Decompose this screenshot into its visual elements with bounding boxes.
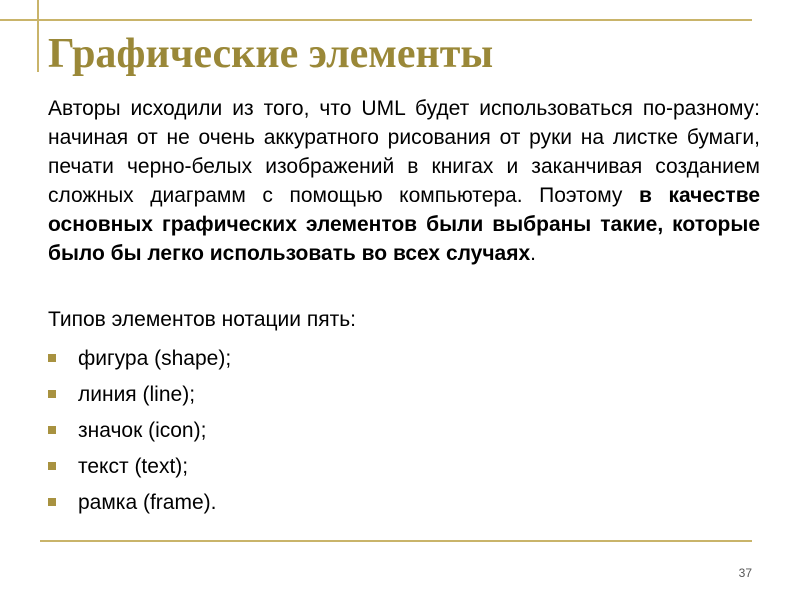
bullet-item (48, 448, 231, 484)
square-bullet-icon (48, 426, 56, 434)
bullet-item (48, 412, 231, 448)
bullet-item (48, 340, 231, 376)
bullet-text: значок (icon); (78, 418, 207, 442)
square-bullet-icon (48, 462, 56, 470)
left-divider (37, 0, 39, 72)
square-bullet-icon (48, 354, 56, 362)
body-paragraph (48, 94, 760, 268)
bullet-list (48, 340, 231, 520)
bullet-text: текст (text); (78, 454, 189, 478)
bullet-text: линия (line); (78, 382, 196, 406)
bullet-item (48, 484, 231, 520)
top-divider (0, 19, 752, 21)
bullet-text: фигура (shape); (78, 346, 232, 370)
page-number: 37 (738, 566, 752, 580)
paragraph-text-end: . (530, 242, 537, 265)
bullet-text: рамка (frame). (78, 490, 217, 514)
bottom-divider (40, 540, 752, 542)
paragraph-text-start: Авторы исходили из того, что UML будет использоваться по-разному: начиная от не очень аккуратного рисования от руки на листке бумаги, печати черно-белых изображений в книгах и заканчивая созданием сложных диаграмм с помощью компьютера. Поэтому (48, 97, 760, 207)
square-bullet-icon (48, 498, 56, 506)
square-bullet-icon (48, 390, 56, 398)
bullet-intro: Типов элементов нотации пять: (48, 308, 356, 331)
paragraph-text-bold: в качестве основных графических элементов были выбраны такие, которые было бы легко использовать во всех случаях (48, 184, 761, 265)
bullet-item (48, 376, 231, 412)
slide-title: Графические элементы (48, 31, 494, 77)
